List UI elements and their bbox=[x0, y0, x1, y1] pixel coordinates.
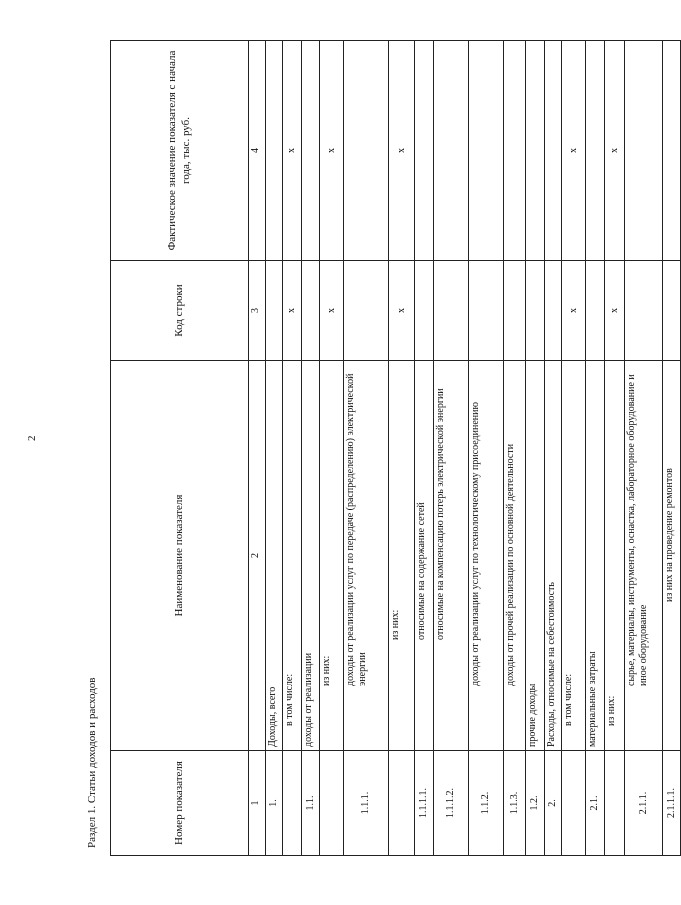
header-row bbox=[111, 41, 249, 856]
row-name: в том числе: bbox=[283, 361, 302, 751]
row-name: доходы от реализации услуг по технологическому присоединению bbox=[469, 361, 504, 751]
row-fact bbox=[663, 41, 681, 261]
income-expense-table bbox=[110, 40, 681, 856]
row-name: доходы от реализации услуг по передаче (распределению) электрической энергии bbox=[344, 361, 389, 751]
row-fact bbox=[469, 41, 504, 261]
row-number bbox=[283, 751, 302, 856]
table-row bbox=[302, 41, 320, 856]
table-row bbox=[526, 41, 545, 856]
row-code: x bbox=[320, 261, 344, 361]
row-name: из них: bbox=[389, 361, 415, 751]
column-numbers-row bbox=[249, 41, 266, 856]
table-row bbox=[434, 41, 469, 856]
row-name: сырье, материалы, инструменты, оснастка, лабораторное оборудование и иное оборудование bbox=[625, 361, 663, 751]
row-name: доходы от реализации bbox=[302, 361, 320, 751]
column-number: 1 bbox=[249, 751, 266, 856]
row-fact bbox=[504, 41, 526, 261]
row-code: x bbox=[389, 261, 415, 361]
header-fact: Фактическое значение показателя с начала года, тыс. руб. bbox=[111, 41, 249, 261]
table-row bbox=[545, 41, 562, 856]
row-code bbox=[469, 261, 504, 361]
row-name: относимые на содержание сетей bbox=[415, 361, 434, 751]
row-fact: x bbox=[320, 41, 344, 261]
row-number bbox=[562, 751, 586, 856]
row-number: 1.1.3. bbox=[504, 751, 526, 856]
table-row bbox=[344, 41, 389, 856]
row-code bbox=[302, 261, 320, 361]
row-name: из них: bbox=[320, 361, 344, 751]
table-row bbox=[389, 41, 415, 856]
row-name: Доходы, всего bbox=[266, 361, 283, 751]
column-number: 4 bbox=[249, 41, 266, 261]
table-row bbox=[663, 41, 681, 856]
row-number: 2.1.1. bbox=[625, 751, 663, 856]
row-number: 1.1.1. bbox=[344, 751, 389, 856]
row-name: из них на проведение ремонтов bbox=[663, 361, 681, 751]
row-fact bbox=[526, 41, 545, 261]
row-name: прочие доходы bbox=[526, 361, 545, 751]
table-row bbox=[562, 41, 586, 856]
column-number: 3 bbox=[249, 261, 266, 361]
row-name: из них: bbox=[605, 361, 625, 751]
table-row bbox=[504, 41, 526, 856]
row-code bbox=[266, 261, 283, 361]
row-number bbox=[389, 751, 415, 856]
header-name: Наименование показателя bbox=[111, 361, 249, 751]
row-code bbox=[545, 261, 562, 361]
row-fact bbox=[545, 41, 562, 261]
table-row bbox=[586, 41, 605, 856]
row-name: материальные затраты bbox=[586, 361, 605, 751]
row-code bbox=[415, 261, 434, 361]
table-row bbox=[266, 41, 283, 856]
row-code bbox=[434, 261, 469, 361]
row-fact: x bbox=[605, 41, 625, 261]
row-number bbox=[605, 751, 625, 856]
row-code bbox=[663, 261, 681, 361]
row-code bbox=[504, 261, 526, 361]
row-number: 1.1. bbox=[302, 751, 320, 856]
row-fact bbox=[344, 41, 389, 261]
row-name: в том числе: bbox=[562, 361, 586, 751]
row-number: 2. bbox=[545, 751, 562, 856]
row-code bbox=[526, 261, 545, 361]
row-code: x bbox=[562, 261, 586, 361]
row-fact bbox=[586, 41, 605, 261]
table-row bbox=[625, 41, 663, 856]
row-code: x bbox=[605, 261, 625, 361]
section-title: Раздел 1. Статьи доходов и расходов bbox=[86, 677, 98, 848]
table-row bbox=[320, 41, 344, 856]
row-number bbox=[320, 751, 344, 856]
header-number: Номер показателя bbox=[111, 751, 249, 856]
page-number: 2 bbox=[26, 435, 38, 441]
income-expense-table-wrapper bbox=[110, 41, 677, 856]
row-code: x bbox=[283, 261, 302, 361]
row-name: Расходы, относимые на себестоимость bbox=[545, 361, 562, 751]
row-number: 1.2. bbox=[526, 751, 545, 856]
row-fact bbox=[266, 41, 283, 261]
row-code bbox=[586, 261, 605, 361]
row-name: относимые на компенсацию потерь электрической энергии bbox=[434, 361, 469, 751]
table-row bbox=[469, 41, 504, 856]
table-row bbox=[283, 41, 302, 856]
table-row bbox=[605, 41, 625, 856]
row-fact bbox=[302, 41, 320, 261]
table-row bbox=[415, 41, 434, 856]
row-number: 1. bbox=[266, 751, 283, 856]
row-fact: x bbox=[389, 41, 415, 261]
row-code bbox=[344, 261, 389, 361]
row-number: 1.1.2. bbox=[469, 751, 504, 856]
row-fact bbox=[434, 41, 469, 261]
row-code bbox=[625, 261, 663, 361]
row-fact bbox=[625, 41, 663, 261]
row-number: 1.1.1.2. bbox=[434, 751, 469, 856]
row-name: доходы от прочей реализации по основной деятельности bbox=[504, 361, 526, 751]
column-number: 2 bbox=[249, 361, 266, 751]
row-number: 2.1. bbox=[586, 751, 605, 856]
header-code: Код строки bbox=[111, 261, 249, 361]
row-number: 1.1.1.1. bbox=[415, 751, 434, 856]
row-fact: x bbox=[283, 41, 302, 261]
row-number: 2.1.1.1. bbox=[663, 751, 681, 856]
row-fact bbox=[415, 41, 434, 261]
row-fact: x bbox=[562, 41, 586, 261]
